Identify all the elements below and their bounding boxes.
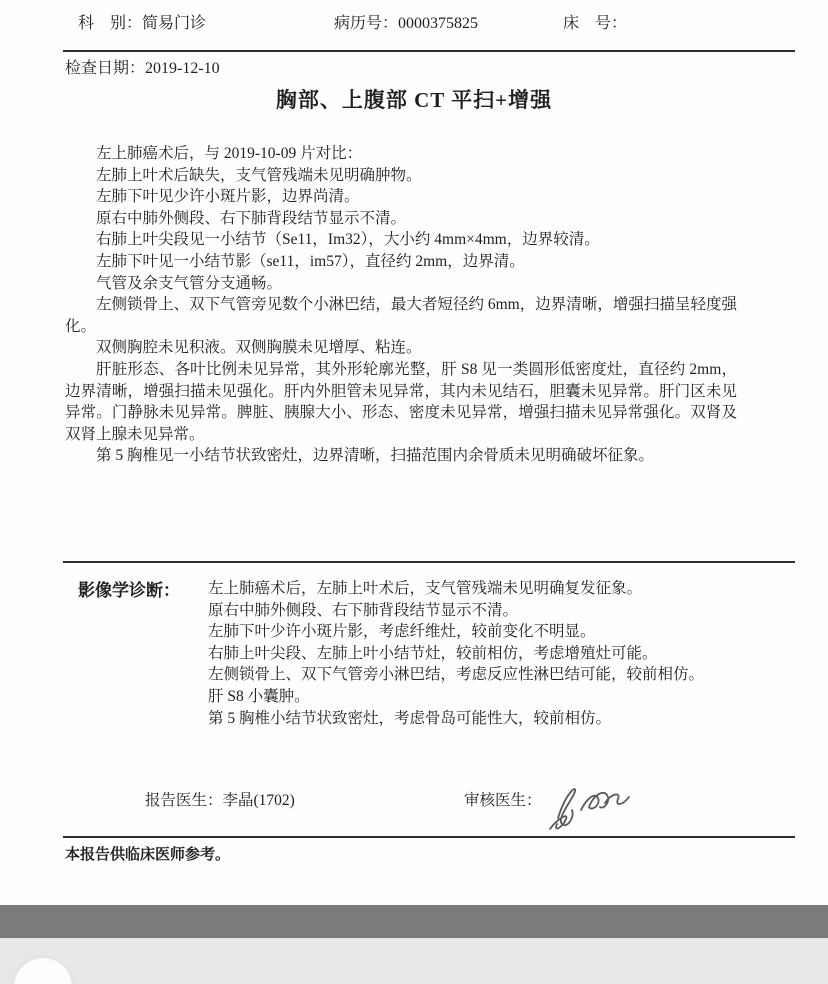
findings-paragraph: 气管及余支气管分支通畅。 bbox=[96, 274, 283, 292]
findings-paragraph: 左肺下叶见一小结节影（se11，im57），直径约 2mm，边界清。 bbox=[96, 252, 525, 270]
page-title: 胸部、上腹部 CT 平扫+增强 bbox=[275, 88, 553, 112]
background-surface bbox=[0, 938, 828, 984]
exam-date-field bbox=[65, 55, 220, 78]
bed-number-field bbox=[563, 10, 627, 33]
report-doctor-value: 李晶(1702) bbox=[222, 792, 295, 809]
diagnosis-line: 右肺上叶尖段、左肺上叶小结节灶，较前相仿，考虑增殖灶可能。 bbox=[208, 644, 658, 662]
header-divider bbox=[63, 50, 795, 52]
page-bottom-edge bbox=[0, 905, 828, 938]
exam-date-label: 检查日期： bbox=[65, 60, 146, 77]
report-doctor-field bbox=[145, 788, 295, 810]
review-doctor-field bbox=[464, 788, 542, 810]
diagnosis-line: 原右中肺外侧段、右下肺背段结节显示不清。 bbox=[208, 601, 519, 619]
next-page-corner bbox=[14, 958, 72, 984]
findings-paragraph: 肝脏形态、各叶比例未见异常，其外形轮廓光整，肝 S8 见一类圆形低密度灶，直径约 2mm，边界清晰，增强扫描未见强化。肝内外胆管未见异常，其内未见结石，胆囊未见异常。肝门区未见异常。门静脉未见异常。脾脏、胰腺大小、形态、密度未见异常，增强扫描未见异常强化。双肾及双肾上腺未见异常。 bbox=[65, 360, 737, 443]
findings-paragraph: 左肺上叶术后缺失，支气管残端未见明确肿物。 bbox=[96, 166, 422, 184]
diagnosis-line: 左侧锁骨上、双下气管旁小淋巴结，考虑反应性淋巴结可能，较前相仿。 bbox=[208, 666, 705, 684]
diagnosis-line: 左肺下叶少许小斑片影，考虑纤维灶，较前变化不明显。 bbox=[208, 623, 596, 641]
findings-paragraph: 左上肺癌术后，与 2019-10-09 片对比： bbox=[96, 145, 363, 162]
diagnosis-line: 左上肺癌术后，左肺上叶术后，支气管残端未见明确复发征象。 bbox=[208, 580, 643, 597]
record-number-value: 0000375825 bbox=[398, 15, 479, 32]
findings-paragraph: 左肺下叶见少许小斑片影，边界尚清。 bbox=[96, 188, 360, 206]
bed-number-label: 床 号： bbox=[563, 15, 628, 32]
review-doctor-label: 审核医生： bbox=[464, 792, 542, 809]
record-number-field bbox=[334, 10, 478, 33]
department-label: 科 别： bbox=[78, 15, 143, 32]
record-number-label: 病历号： bbox=[334, 15, 399, 32]
diagnosis-line: 第 5 胸椎小结节状致密灶，考虑骨岛可能性大，较前相仿。 bbox=[208, 709, 612, 727]
footer-divider bbox=[63, 836, 795, 838]
diagnosis-divider bbox=[63, 561, 795, 563]
department-value: 简易门诊 bbox=[142, 15, 207, 32]
findings-paragraph: 右肺上叶尖段见一小结节（Se11，Im32），大小约 4mm×4mm，边界较清。 bbox=[96, 231, 600, 249]
signature-scribble-icon bbox=[542, 776, 632, 836]
department-field bbox=[78, 10, 206, 33]
report-doctor-label: 报告医生： bbox=[145, 792, 223, 809]
exam-date-value: 2019-12-10 bbox=[145, 60, 220, 77]
findings-paragraph: 左侧锁骨上、双下气管旁见数个小淋巴结，最大者短径约 6mm，边界清晰，增强扫描呈轻度强化。 bbox=[65, 296, 737, 335]
diagnosis-label: 影像学诊断： bbox=[78, 581, 180, 600]
findings-paragraph: 双侧胸腔未见积液。双侧胸膜未见增厚、粘连。 bbox=[96, 339, 422, 357]
findings-paragraph: 第 5 胸椎见一小结节状致密灶，边界清晰，扫描范围内余骨质未见明确破坏征象。 bbox=[96, 447, 655, 465]
review-doctor-signature bbox=[542, 776, 632, 836]
footer-note: 本报告供临床医师参考。 bbox=[65, 846, 231, 863]
findings-paragraph: 原右中肺外侧段、右下肺背段结节显示不清。 bbox=[96, 209, 407, 227]
diagnosis-line: 肝 S8 小囊肿。 bbox=[208, 687, 310, 705]
diagnosis-text bbox=[208, 578, 780, 729]
findings-text bbox=[65, 143, 737, 467]
